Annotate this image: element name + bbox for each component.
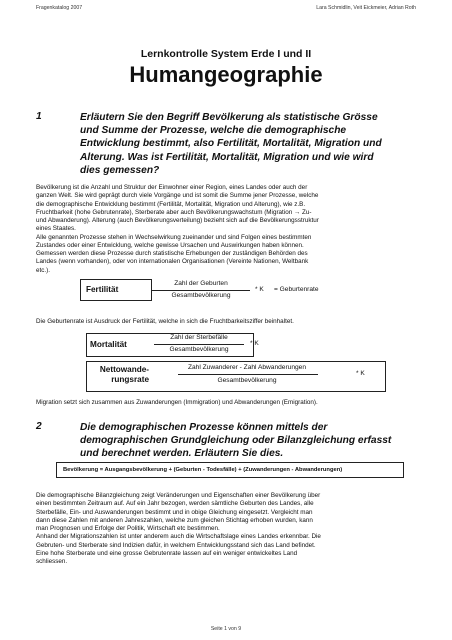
mortality-label: Mortalität (90, 340, 127, 349)
subtitle: Lernkontrolle System Erde I und II (140, 48, 312, 60)
fertility-note: Die Geburtenrate ist Ausdruck der Fertilität, welche in sich die Fruchtbarkeitsziffer beinhaltet. (36, 318, 294, 325)
page-footer: Seite 1 von 9 (210, 626, 242, 632)
question-line: Entwicklung bestimmt, also Fertilität, Mortalität, Migration und (80, 138, 382, 150)
fertility-label: Fertilität (86, 285, 119, 294)
answer-line: Bevölkerung ist die Anzahl und Struktur der Einwohner einer Region, eines Landes oder auch der (36, 184, 308, 191)
answer-line: Fruchtbarkeit (hohe Gebrutenrate), Sterberate aber auch Bevölkerungswachstum (Migration → Zu- (36, 208, 312, 216)
demographic-equation: Bevölkerung = Ausgangsbevölkerung + (Geburten - Todesfälle) + (Zuwanderungen - Abwanderungen) (56, 462, 404, 478)
answer-line: Sterbefälle, Ein- und Auswanderungen bestimmt und in obige Gleichung eingesetzt. Vergleicht man (36, 508, 313, 516)
question-1-text (80, 111, 416, 177)
migration-label-line: Nettowande- (99, 365, 149, 374)
header-left: Fragenkatalog 2007 (36, 5, 83, 11)
answer-2-paragraph (36, 492, 416, 566)
answer-1-paragraph (36, 184, 416, 275)
question-line: und berechnet werden. Erläutern Sie dies. (80, 448, 284, 460)
answer-line: einen bestimmten Zeitraum auf. Auf ein Jahr bezogen, werden sämtliche Geburten des Landes, alle (36, 500, 314, 508)
answer-line: und Abwanderung). Alterung (auch Bevölkerungsverteilung) bezieht sich auf die Bevölkerungsstruktur (36, 217, 319, 224)
fertility-numerator: Zahl der Geburten (174, 280, 228, 287)
migration-numerator: Zahl Zuwanderer - Zahl Abwanderungen (187, 364, 307, 371)
answer-line: Alle genannten Prozesse stehen in Wechselwirkung zueinander und sind Folgen eines bestimmten (36, 233, 312, 241)
migration-note: Migration setzt sich zusammen aus Zuwanderungen (Immigration) und Abwanderungen (Emigration). (36, 399, 318, 406)
answer-line: eines Staates. (36, 225, 76, 233)
question-1-number: 1 (36, 111, 42, 122)
answer-line: Gebruten- und Sterberate sind Indizien dafür, in welchem Entwicklungsstand sich das Land befindet. (36, 541, 316, 549)
fertility-denominator: Gesamtbevölkerung (171, 292, 231, 299)
answer-line: man Prognosen und Erfolge der Politik, Wirtschaft etc bestimmen. (36, 525, 220, 532)
answer-line: Landes (wenn vorhanden), oder von internationalen Organisationen (Vereinte Nationen, Weltbank (36, 258, 309, 266)
question-line: demographischen Grundgleichung oder Bilanzgleichung erfasst (80, 435, 392, 447)
header-right: Lara Schmidlin, Veit Eickmeier, Adrian Roth (316, 5, 416, 11)
answer-line: dann diese Zahlen mit anderen Jahreszahlen, welche zum gleichen Stichtag erhoben wurden, kann (36, 516, 313, 524)
answer-line: Gemessen werden diese Prozesse durch statistische Erhebungen der zuständigen Behörden des (36, 250, 308, 257)
mortality-numerator: Zahl der Sterbefälle (170, 334, 228, 341)
fertility-result: = Geburtenrate (274, 286, 319, 293)
answer-line: Die demographische Bilanzgleichung zeigt Veränderungen und Eigenschaften einer Bevölkerung über (36, 492, 321, 499)
answer-line: etc.). (36, 266, 50, 274)
answer-line: die demographische Entwicklung bestimmt (Fertilität, Mortalität, Migration und Alterung), wie z.B. (36, 200, 306, 208)
migration-label (91, 365, 149, 385)
question-line: Erläutern Sie den Begriff Bevölkerung als statistische Grösse (80, 112, 378, 123)
question-line: Alterung. Was ist Fertilität, Mortalität, Migration und wie wird (80, 151, 374, 163)
page-title: Humangeographie (129, 62, 323, 87)
answer-line: Eine hohe Sterberate und eine grosse Gebrutenrate lassen auf ein weniger entwickeltes Land (36, 549, 298, 557)
mortality-denominator: Gesamtbevölkerung (169, 346, 229, 353)
fertility-factor: * K (255, 286, 264, 293)
answer-line: Anhand der Migrationszahlen ist unter anderem auch die Wirtschaftslage eines Landes erkennbar. Die (36, 533, 321, 541)
fraction-line (154, 344, 244, 345)
question-line: dies gemessen? (80, 164, 160, 176)
migration-label-line: rungsrate (111, 375, 149, 384)
fraction-line (178, 374, 318, 375)
question-line: und Summe der Prozesse, welche die demographische (80, 125, 347, 137)
fraction-line (152, 290, 250, 291)
mortality-factor: * K (250, 340, 259, 347)
question-2-number: 2 (36, 421, 42, 432)
answer-line: Zustandes oder einer Entwicklung, welche gewisse Ursachen und Auswirkungen haben können. (36, 241, 304, 249)
migration-denominator: Gesamtbevölkerung (217, 377, 277, 384)
answer-line: schliessen. (36, 558, 68, 565)
answer-line: ganzen Welt. Sie wird geprägt durch viele Vorgänge und ist somit die Summe jener Prozesse, welche (36, 192, 319, 200)
question-line: Die demographischen Prozesse können mittels der (80, 422, 328, 433)
migration-factor: * K (356, 370, 365, 377)
question-2-text (80, 421, 416, 461)
